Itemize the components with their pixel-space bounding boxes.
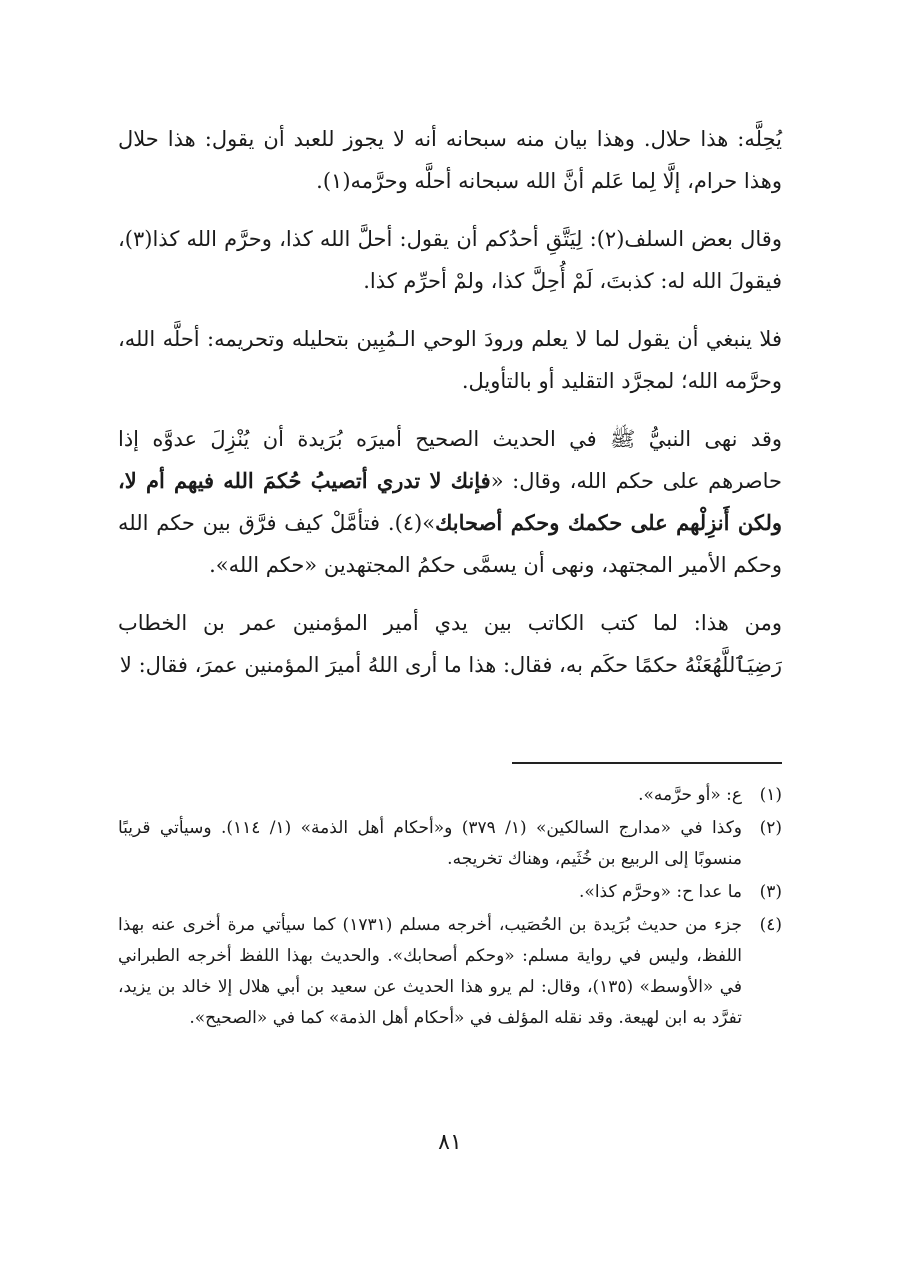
- footnotes-section: [118, 780, 782, 1036]
- footnote-number: (١): [759, 785, 782, 805]
- paragraph-text: ومن هذا: لما كتب الكاتب بين يدي أمير المؤمنين عمر بن الخطاب رَضِيَٱللَّهُعَنْهُ حكمًا حكَم به، فقال: هذا ما أرى اللهُ أميرَ المؤمنين عمرَ، فقال: لا: [118, 611, 782, 677]
- footnote-text: وكذا في «مدارج السالكين» (١/ ٣٧٩) و«أحكام أهل الذمة» (١/ ١١٤). وسيأتي قريبًا منسوبًا إلى الربيع بن خُثَيم، وهناك تخريجه.: [118, 818, 743, 869]
- hadith-quote-text: فإنك لا تدري أتصيبُ حُكمَ الله فيهم أم لا، ولكن أَنزِلْهم على حكمك وحكم أصحابك: [118, 468, 782, 535]
- paragraph: [118, 218, 782, 302]
- paragraph-text: »(٤). فتأمَّلْ كيف فرَّق بين حكم الله وحكم الأمير المجتهد، ونهى أن يسمَّى حكمُ المجتهدين «حكم الله».: [118, 511, 782, 577]
- main-text: [118, 118, 782, 686]
- paragraph-text: وقال بعض السلف(٢): لِيَتَّقِ أحدُكم أن يقول: أحلَّ الله كذا، وحرَّم الله كذا(٣)، فيقولَ الله له: كذبتَ، لَمْ أُحِلَّ كذا، ولمْ أحرِّم كذا.: [118, 227, 782, 293]
- footnote-number: (٣): [759, 882, 782, 902]
- paragraph: [118, 602, 782, 686]
- footnote-text: ما عدا ح: «وحرَّم كذا».: [579, 882, 742, 902]
- footnote-text: جزء من حديث بُرَيدة بن الحُصَيب، أخرجه مسلم (١٧٣١) كما سيأتي مرة أخرى عنه بهذا اللفظ، وليس في رواية مسلم: «وحكم أصحابك». والحديث بهذا اللفظ أخرجه الطبراني في «الأوسط» (١٣٥)، وقال: لم يرو هذا الحديث عن سعيد بن أبي هلال إلا خالد بن يزيد، تفرَّد به ابن لهيعة. وقد نقله المؤلف في «أحكام أهل الذمة» كما في «الصحيح».: [118, 915, 743, 1028]
- footnote-divider: [512, 762, 782, 764]
- page-number: ٨١: [438, 1130, 462, 1155]
- footnote: [118, 910, 782, 1034]
- footnote-number: (٤): [759, 915, 782, 935]
- paragraph: [118, 118, 782, 202]
- footnote-number: (٢): [759, 818, 782, 838]
- footnote: [118, 780, 782, 811]
- footnote: [118, 813, 782, 875]
- paragraph-text: وقد نهى النبيُّ ﷺ في الحديث الصحيح أميرَه بُرَيدة أن يُنْزِلَ عدوَّه إذا حاصرهم على حكم الله، وقال: «: [118, 427, 783, 493]
- footnote-text: ع: «أو حرَّمه».: [638, 785, 742, 805]
- paragraph-text: فلا ينبغي أن يقول لما لا يعلم ورودَ الوحي الـمُبِين بتحليله وتحريمه: أحلَّه الله، وحرَّمه الله؛ لمجرَّد التقليد أو بالتأويل.: [118, 327, 782, 393]
- paragraph: [118, 318, 782, 402]
- footnote: [118, 877, 782, 908]
- paragraph-text: يُحِلَّه: هذا حلال. وهذا بيان منه سبحانه أنه لا يجوز للعبد أن يقول: هذا حلال وهذا حرام، إلَّا لِما عَلم أنَّ الله سبحانه أحلَّه وحرَّمه(١).: [118, 127, 782, 193]
- paragraph: [118, 418, 782, 586]
